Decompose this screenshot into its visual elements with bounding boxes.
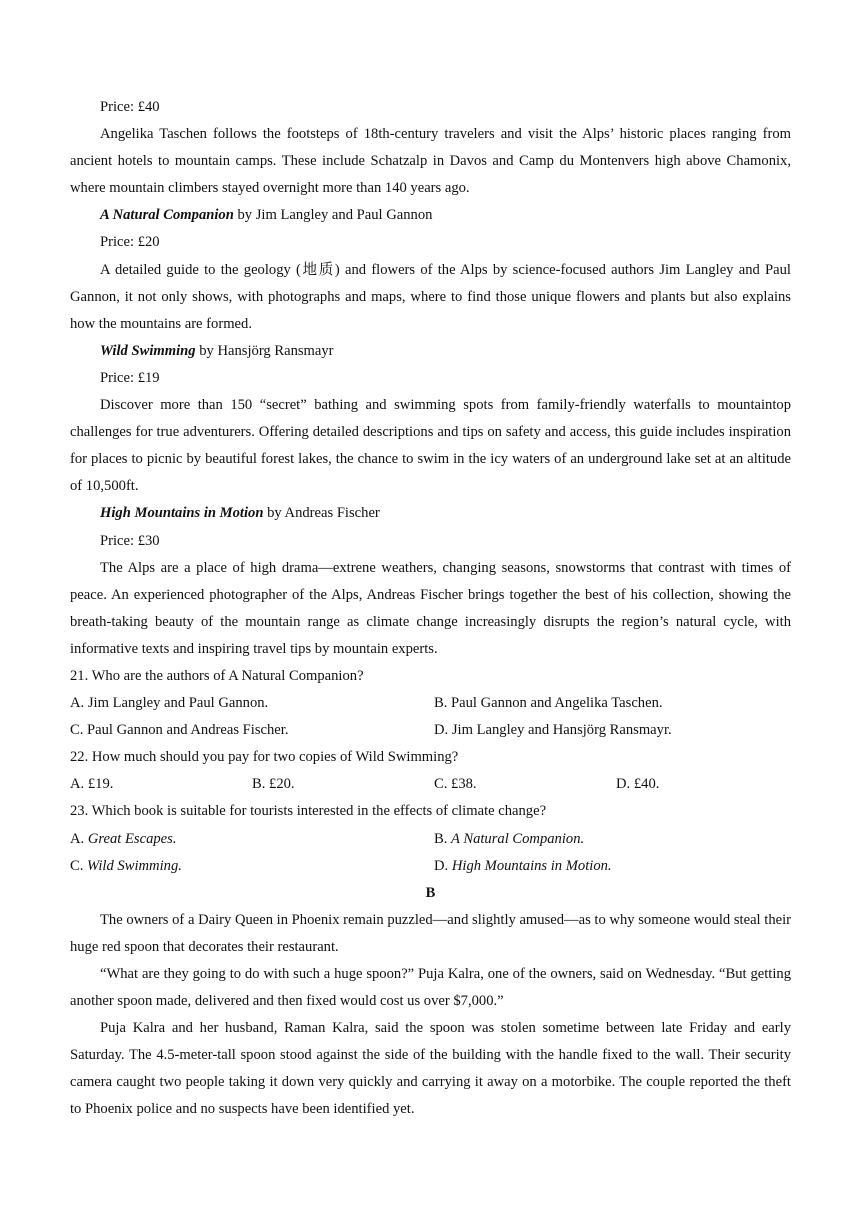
option-text: £38. xyxy=(451,776,477,793)
question-23-option-a xyxy=(70,826,434,853)
book3-price: Price: £19 xyxy=(100,369,160,386)
option-text: Jim Langley and Paul Gannon. xyxy=(87,695,269,712)
page-content xyxy=(70,94,791,1124)
question-21-stem: 21. Who are the authors of A Natural Companion? xyxy=(70,667,364,684)
option-text: Great Escapes. xyxy=(87,830,177,847)
question-23-option-d xyxy=(434,853,612,880)
book3-description: Discover more than 150 “secret” bathing and swimming spots from family-friendly waterfalls to mountaintop challenges for true adventurers. Offering detailed descriptions and tips on safety and access, this guide includes inspiration for places to picnic by beautiful forest lakes, the chance to swim in the icy waters of an underground lake set at an altitude of 10,500ft. xyxy=(70,397,791,495)
option-letter: C. xyxy=(70,857,88,874)
option-letter: D. xyxy=(434,857,452,874)
question-21-option-d xyxy=(434,717,672,744)
option-letter: C. xyxy=(70,722,88,739)
option-text: Paul Gannon and Andreas Fischer. xyxy=(87,722,289,739)
option-letter: A. xyxy=(70,695,88,712)
option-text: £20. xyxy=(269,776,295,793)
question-21-option-a xyxy=(70,690,434,717)
book2-title: A Natural Companion xyxy=(100,207,234,224)
question-21-option-b xyxy=(434,690,663,717)
book3-title: Wild Swimming xyxy=(100,342,196,359)
question-23-option-c xyxy=(70,853,434,880)
book2-description: A detailed guide to the geology (地质) and flowers of the Alps by science-focused authors Jim Langley and Paul Gannon, it not only shows, with photographs and maps, where to find those unique flowers and plants but also explains how the mountains are formed. xyxy=(70,261,791,332)
section-b-paragraph-2: “What are they going to do with such a huge spoon?” Puja Kalra, one of the owners, said on Wednesday. “But getting another spoon made, delivered and then fixed would cost us over $7,000.” xyxy=(70,966,791,1010)
question-23-options-row-1 xyxy=(70,826,791,853)
book4-title: High Mountains in Motion xyxy=(100,505,264,522)
option-text: A Natural Companion. xyxy=(451,830,585,847)
question-21-options-row-2 xyxy=(70,717,791,744)
book1-price: Price: £40 xyxy=(100,99,160,115)
question-22-option-a xyxy=(70,771,252,798)
section-b-paragraph-1: The owners of a Dairy Queen in Phoenix remain puzzled—and slightly amused—as to why someone would steal their huge red spoon that decorates their restaurant. xyxy=(70,911,792,955)
option-text: High Mountains in Motion. xyxy=(451,857,612,874)
question-21-options-row-1 xyxy=(70,690,791,717)
question-23-options-row-2 xyxy=(70,853,791,880)
book2-heading xyxy=(70,202,791,229)
book3-byline: by Hansjörg Ransmayr xyxy=(195,342,334,359)
option-text: £40. xyxy=(633,776,660,793)
book4-heading xyxy=(70,500,791,527)
book1-description: Angelika Taschen follows the footsteps of 18th-century travelers and visit the Alps’ historic places ranging from ancient hotels to mountain camps. These include Schatzalp in Davos and Camp du Montenvers high above Chamonix, where mountain climbers stayed overnight more than 140 years ago. xyxy=(70,126,791,197)
option-letter: A. xyxy=(70,776,88,793)
book4-byline: by Andreas Fischer xyxy=(263,505,380,522)
book4-price: Price: £30 xyxy=(100,532,160,549)
question-22-option-d xyxy=(616,771,659,798)
option-letter: D. xyxy=(434,722,452,739)
option-text: Wild Swimming. xyxy=(87,857,182,874)
option-letter: B. xyxy=(434,695,452,712)
question-22-stem: 22. How much should you pay for two copies of Wild Swimming? xyxy=(70,749,459,766)
option-letter: B. xyxy=(434,830,452,847)
question-22-option-b xyxy=(252,771,434,798)
option-text: Paul Gannon and Angelika Taschen. xyxy=(451,695,663,712)
option-letter: B. xyxy=(252,776,270,793)
option-text: £19. xyxy=(87,776,114,793)
book2-byline: by Jim Langley and Paul Gannon xyxy=(233,207,433,224)
option-letter: C. xyxy=(434,776,452,793)
option-letter: D. xyxy=(616,776,634,793)
question-21-option-c xyxy=(70,717,434,744)
book3-heading xyxy=(70,338,791,365)
question-22-options xyxy=(70,771,791,798)
option-text: Jim Langley and Hansjörg Ransmayr. xyxy=(451,722,672,739)
section-b-paragraph-3: Puja Kalra and her husband, Raman Kalra, said the spoon was stolen sometime between late Friday and early Saturday. The 4.5-meter-tall spoon stood against the side of the building with the handle fixed to the wall. Their security camera caught two people taking it down very quickly and carrying it away on a motorbike. The couple reported the theft to Phoenix police and no suspects have been identified yet. xyxy=(70,1020,791,1118)
section-b-heading: B xyxy=(425,884,436,901)
book4-description: The Alps are a place of high drama—extrene weathers, changing seasons, snowstorms that contrast with times of peace. An experienced photographer of the Alps, Andreas Fischer brings together the best of his collection, showing the breath-taking beauty of the mountain range as climate change increasingly disrupts the region’s natural cycle, with informative texts and inspiring travel tips by mountain experts. xyxy=(70,559,791,657)
question-23-option-b xyxy=(434,826,584,853)
option-letter: A. xyxy=(70,830,88,847)
question-23-stem: 23. Which book is suitable for tourists interested in the effects of climate change? xyxy=(70,803,547,820)
book2-price: Price: £20 xyxy=(100,234,160,251)
question-22-option-c xyxy=(434,771,616,798)
